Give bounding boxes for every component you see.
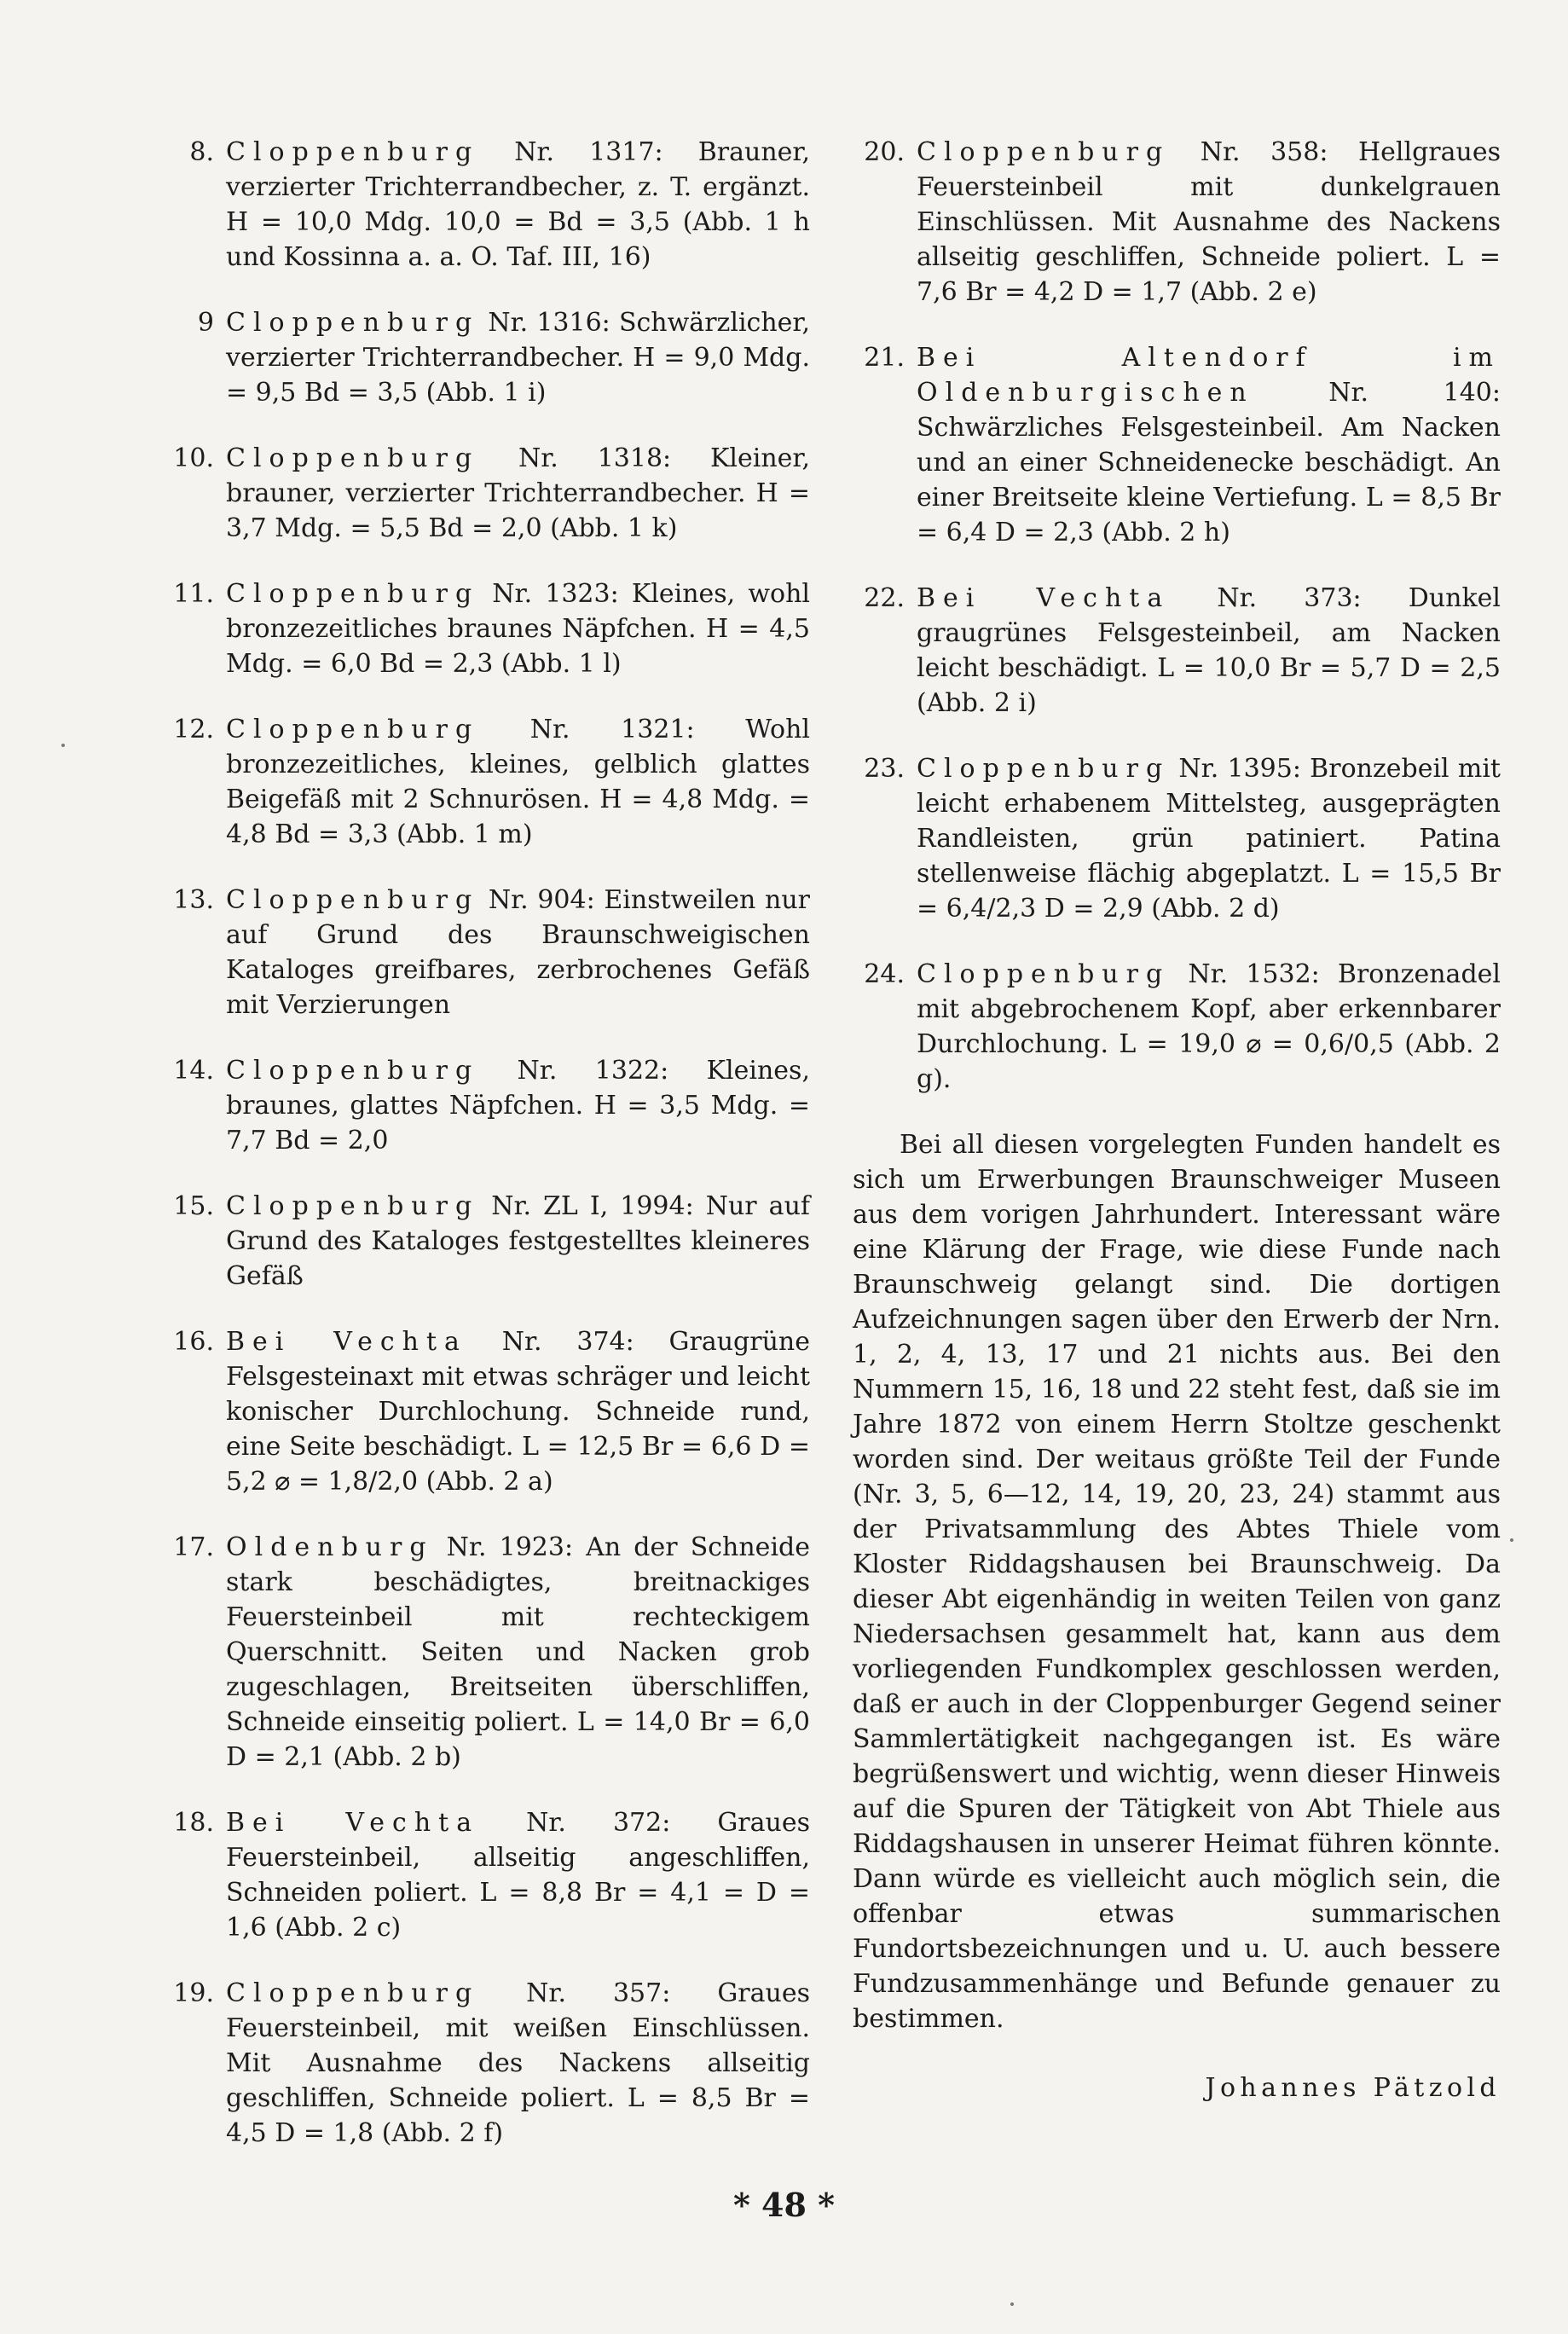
entry-text — [226, 1976, 810, 2151]
entry-text — [226, 1324, 810, 1499]
entry-description: Nr. 1323: Kleines, wohl bronzezeitliches braunes Näpfchen. H = 4,5 Mdg. = 6,0 Bd = 2,3 (Abb. 1 l) — [226, 579, 810, 679]
entry-number: 9 — [197, 308, 214, 338]
catalog-entry — [162, 1189, 810, 1294]
speck — [1510, 1538, 1513, 1542]
entry-description: Nr. 1395: Bronzebeil mit leicht erhabenem Mittelsteg, ausgeprägten Randleisten, grün patiniert. Patina stellenweise flächig abgeplatzt. L = 15,5 Br = 6,4/2,3 D = 2,9 (Abb. 2 d) — [917, 754, 1501, 924]
entry-place: Cloppenburg — [226, 137, 480, 167]
entry-place: Bei Vechta — [917, 583, 1171, 613]
entry-place: Oldenburg — [226, 1532, 434, 1562]
entry-number: 17. — [173, 1532, 214, 1562]
entry-place: Cloppenburg — [226, 885, 480, 915]
entry-description: Nr. 1317: Brauner, verzierter Trichterrandbecher, z. T. ergänzt. H = 10,0 Mdg. 10,0 = Bd = 3,5 (Abb. 1 h und Kossinna a. a. O. Taf. III, 16) — [226, 137, 810, 272]
catalog-entry — [853, 340, 1501, 550]
entry-description: Nr. 904: Einstweilen nur auf Grund des Braunschweigischen Kataloges greifbares, zerbrochenes Gefäß mit Verzierungen — [226, 885, 810, 1020]
entry-place: Bei Vechta — [226, 1327, 467, 1357]
catalog-entry — [162, 1805, 810, 1945]
catalog-entry — [162, 576, 810, 681]
entry-number: 13. — [173, 885, 214, 915]
entry-text — [917, 340, 1501, 550]
entry-number: 24. — [864, 959, 905, 989]
catalog-entry — [162, 305, 810, 410]
right-entries — [853, 135, 1501, 1097]
entry-place: Cloppenburg — [917, 959, 1171, 989]
entry-place: Bei Altendorf im Oldenburgischen — [917, 343, 1501, 408]
entry-description: Nr. 1923: An der Schneide stark beschädigtes, breitnackiges Feuersteinbeil mit rechteckigem Querschnitt. Seiten und Nacken grob zugeschlagen, Breitseiten überschliffen, Schneide einseitig poliert. L = 14,0 Br = 6,0 D = 2,1 (Abb. 2 b) — [226, 1532, 810, 1772]
entry-place: Cloppenburg — [226, 443, 480, 473]
entry-place: Cloppenburg — [226, 1978, 480, 2008]
entry-description: Nr. 1532: Bronzenadel mit abgebrochenem Kopf, aber erkennbarer Durchlochung. L = 19,0 ⌀ = 0,6/0,5 (Abb. 2 g). — [917, 959, 1501, 1094]
entry-text — [226, 712, 810, 852]
speck — [61, 744, 65, 747]
entry-text — [226, 135, 810, 275]
entry-number: 14. — [173, 1056, 214, 1086]
entry-number: 8. — [189, 137, 214, 167]
catalog-entry — [162, 441, 810, 546]
catalog-entry — [162, 1976, 810, 2151]
entry-description: Nr. 1316: Schwärzlicher, verzierter Trichterrandbecher. H = 9,0 Mdg. = 9,5 Bd = 3,5 (Abb. 1 i) — [226, 308, 810, 408]
entry-place: Cloppenburg — [226, 308, 480, 338]
entry-description: Nr. 372: Graues Feuersteinbeil, allseitig angeschliffen, Schneiden poliert. L = 8,8 Br = 4,1 = D = 1,6 (Abb. 2 c) — [226, 1808, 810, 1943]
left-column — [162, 135, 810, 2181]
entry-description: Nr. ZL I, 1994: Nur auf Grund des Kataloges festgestelltes kleineres Gefäß — [226, 1191, 810, 1291]
entry-text — [226, 576, 810, 681]
entry-number: 16. — [173, 1327, 214, 1357]
entry-number: 10. — [173, 443, 214, 473]
entry-number: 11. — [173, 579, 214, 609]
entry-place: Cloppenburg — [226, 1056, 480, 1086]
entry-text — [226, 1530, 810, 1775]
author-signature: Johannes Pätzold — [1205, 2073, 1501, 2103]
entry-description: Nr. 1321: Wohl bronzezeitliches, kleines, gelblich glattes Beigefäß mit 2 Schnurösen. H = 4,8 Mdg. = 4,8 Bd = 3,3 (Abb. 1 m) — [226, 715, 810, 849]
entry-place: Bei Vechta — [226, 1808, 480, 1838]
catalog-entry — [162, 712, 810, 852]
entry-place: Cloppenburg — [226, 715, 480, 744]
entry-description: Nr. 1322: Kleines, braunes, glattes Näpfchen. H = 3,5 Mdg. = 7,7 Bd = 2,0 — [226, 1056, 810, 1155]
catalog-entry — [162, 1324, 810, 1499]
entry-text — [226, 883, 810, 1022]
entry-description: Nr. 374: Graugrüne Felsgesteinaxt mit etwas schräger und leicht konischer Durchlochung. Schneide rund, eine Seite beschädigt. L = 12,5 Br = 6,6 D = 5,2 ⌀ = 1,8/2,0 (Abb. 2 a) — [226, 1327, 810, 1497]
entry-description: Nr. 1318: Kleiner, brauner, verzierter Trichterrandbecher. H = 3,7 Mdg. = 5,5 Bd = 2,0 (Abb. 1 k) — [226, 443, 810, 543]
catalog-entry — [162, 1530, 810, 1775]
entry-text — [226, 1189, 810, 1294]
speck — [1010, 2302, 1014, 2306]
entry-number: 18. — [173, 1808, 214, 1838]
entry-number: 22. — [864, 583, 905, 613]
entry-place: Cloppenburg — [917, 754, 1171, 784]
catalog-entry — [853, 135, 1501, 310]
catalog-entry — [853, 581, 1501, 721]
entry-place: Cloppenburg — [226, 1191, 480, 1221]
entry-number: 23. — [864, 754, 905, 784]
entry-description: Nr. 140: Schwärzliches Felsgesteinbeil. Am Nacken und an einer Schneidenecke beschädigt. An einer Breitseite kleine Vertiefung. L = 8,5 Br = 6,4 D = 2,3 (Abb. 2 h) — [917, 378, 1501, 547]
catalog-entry — [853, 751, 1501, 926]
entry-number: 15. — [173, 1191, 214, 1221]
catalog-entry — [162, 883, 810, 1022]
catalog-entry — [853, 957, 1501, 1097]
right-column — [853, 135, 1501, 2105]
entry-number: 21. — [864, 343, 905, 373]
catalog-entry — [162, 1053, 810, 1158]
entry-text — [226, 305, 810, 410]
entry-text — [917, 581, 1501, 721]
entry-text — [917, 135, 1501, 310]
closing-paragraph: Bei all diesen vorgelegten Funden handelt es sich um Erwerbungen Braunschweiger Museen aus dem vorigen Jahrhundert. Interessant wäre eine Klärung der Frage, wie diese Funde nach Braunschweig gelangt sind. Die dortigen Aufzeichnungen sagen über den Erwerb der Nrn. 1, 2, 4, 13, 17 und 21 nichts aus. Bei den Nummern 15, 16, 18 und 22 steht fest, daß sie im Jahre 1872 von einem Herrn Stoltze geschenkt worden sind. Der weitaus größte Teil der Funde (Nr. 3, 5, 6—12, 14, 19, 20, 23, 24) stammt aus der Privatsammlung des Abtes Thiele vom Kloster Riddagshausen bei Braunschweig. Da dieser Abt eigenhändig in weiten Teilen von ganz Niedersachsen gesammelt hat, kann aus dem vorliegenden Fundkomplex geschlossen werden, daß er auch in der Cloppenburger Gegend seiner Sammlertätigkeit nachgegangen ist. Es wäre begrüßenswert und wichtig, wenn dieser Hinweis auf die Spuren der Tätigkeit von Abt Thiele aus Riddagshausen in unserer Heimat führen könnte. Dann würde es vielleicht auch möglich sein, die offenbar etwas summarischen Fundortsbezeichnungen und u. U. auch bessere Fundzusammenhänge und Befunde genauer zu bestimmen. — [853, 1130, 1501, 2034]
entry-text — [226, 441, 810, 546]
entry-description: Nr. 373: Dunkel graugrünes Felsgesteinbeil, am Nacken leicht beschädigt. L = 10,0 Br = 5,7 D = 2,5 (Abb. 2 i) — [917, 583, 1501, 718]
entry-text — [226, 1805, 810, 1945]
catalog-entry — [162, 135, 810, 275]
entry-number: 12. — [173, 715, 214, 744]
entry-place: Cloppenburg — [917, 137, 1171, 167]
entry-text — [917, 957, 1501, 1097]
entry-number: 20. — [864, 137, 905, 167]
entry-description: Nr. 358: Hellgraues Feuersteinbeil mit dunkelgrauen Einschlüssen. Mit Ausnahme des Nackens allseitig geschliffen, Schneide poliert. L = 7,6 Br = 4,2 D = 1,7 (Abb. 2 e) — [917, 137, 1501, 307]
entry-description: Nr. 357: Graues Feuersteinbeil, mit weißen Einschlüssen. Mit Ausnahme des Nackens allseitig geschliffen, Schneide poliert. L = 8,5 Br = 4,5 D = 1,8 (Abb. 2 f) — [226, 1978, 810, 2148]
entry-place: Cloppenburg — [226, 579, 480, 609]
entry-number: 19. — [173, 1978, 214, 2008]
page-number: * 48 * — [732, 2186, 836, 2224]
entry-text — [226, 1053, 810, 1158]
entry-text — [917, 751, 1501, 926]
